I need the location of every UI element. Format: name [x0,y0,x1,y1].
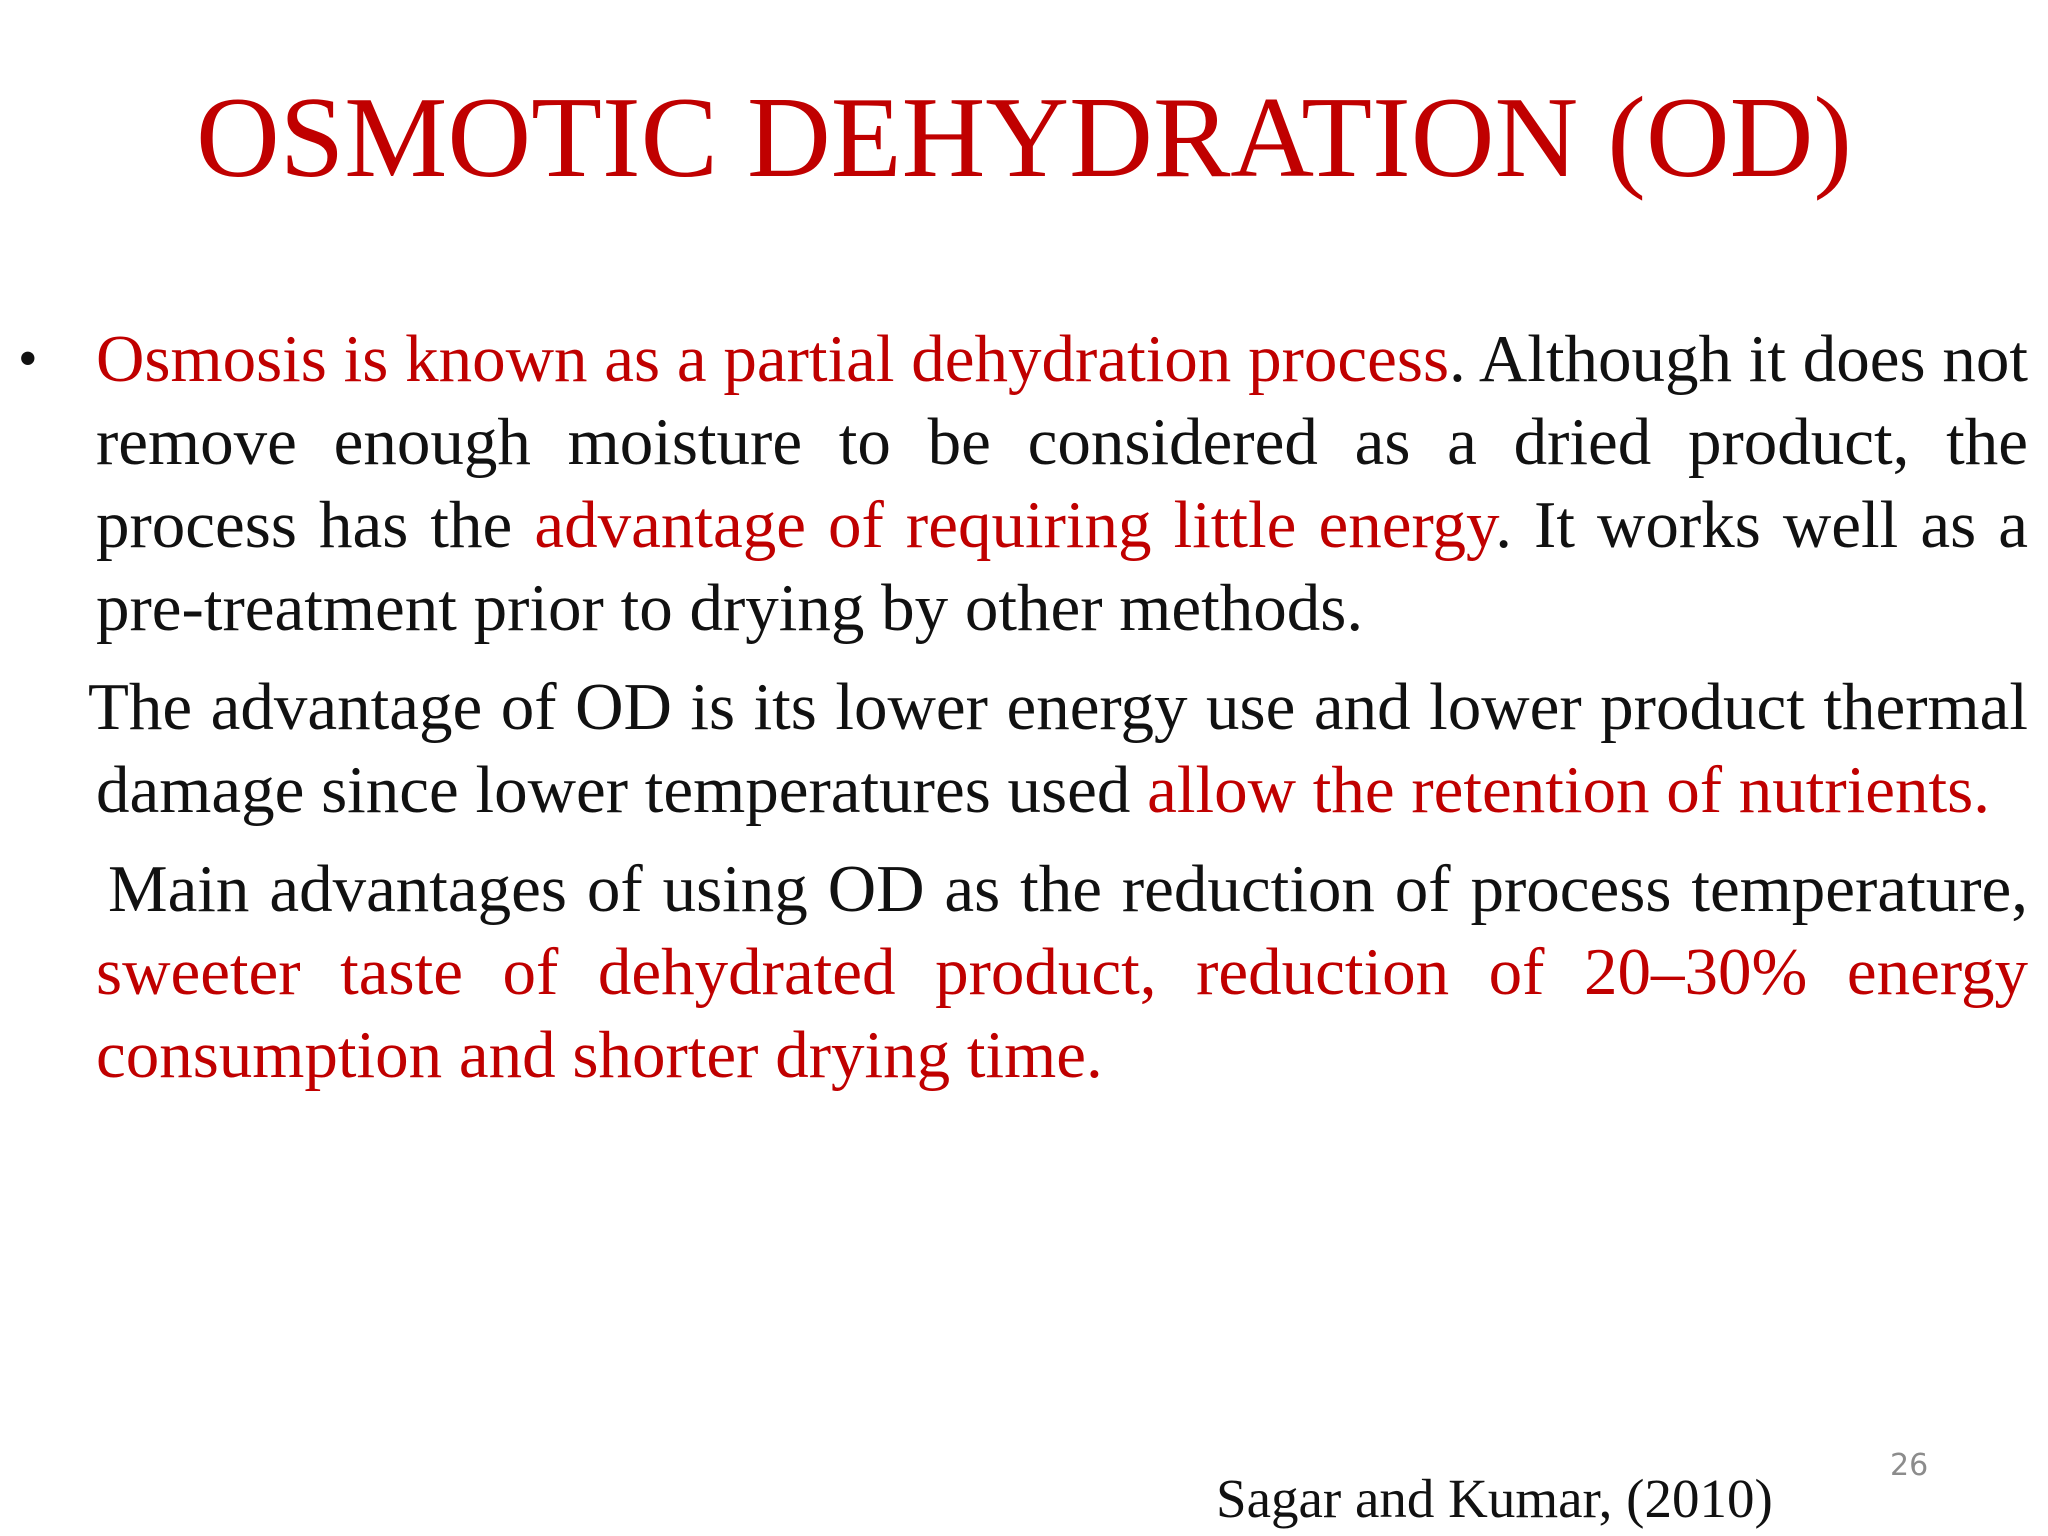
paragraph-3-segment-2: sweeter taste of dehydrated product, reduction of 20–30% energy consumption and shorter drying time. [96,935,2028,1092]
slide-title: OSMOTIC DEHYDRATION (OD) [195,74,1853,202]
paragraph-1-segment-2: . Although it does not remove enough moisture to be considered as a dried product, the process has the [96,322,2028,562]
paragraph-1-segment-1: Osmosis is known as a partial dehydration process [96,322,1450,396]
paragraph-2-segment-2: allow the retention of nutrients. [1147,753,1990,827]
paragraph-2 [88,666,2028,832]
paragraph-3 [96,848,2028,1097]
page-number: 26 [1890,1448,1929,1483]
slide-body [18,318,2028,1113]
paragraph-1-segment-4: . It works well as a pre-treatment prior to drying by other methods. [96,488,2028,645]
paragraph-1 [18,318,2028,650]
citation: Sagar and Kumar, (2010) [1216,1468,1773,1529]
bullet-icon: • [18,328,38,390]
paragraph-3-segment-1: Main advantages of using OD as the reduction of process temperature, [108,852,2028,926]
paragraph-2-segment-1: The advantage of OD is its lower energy use and lower product thermal damage since lower temperatures used [88,670,2028,827]
paragraph-1-segment-3: advantage of requiring little energy [534,488,1496,562]
